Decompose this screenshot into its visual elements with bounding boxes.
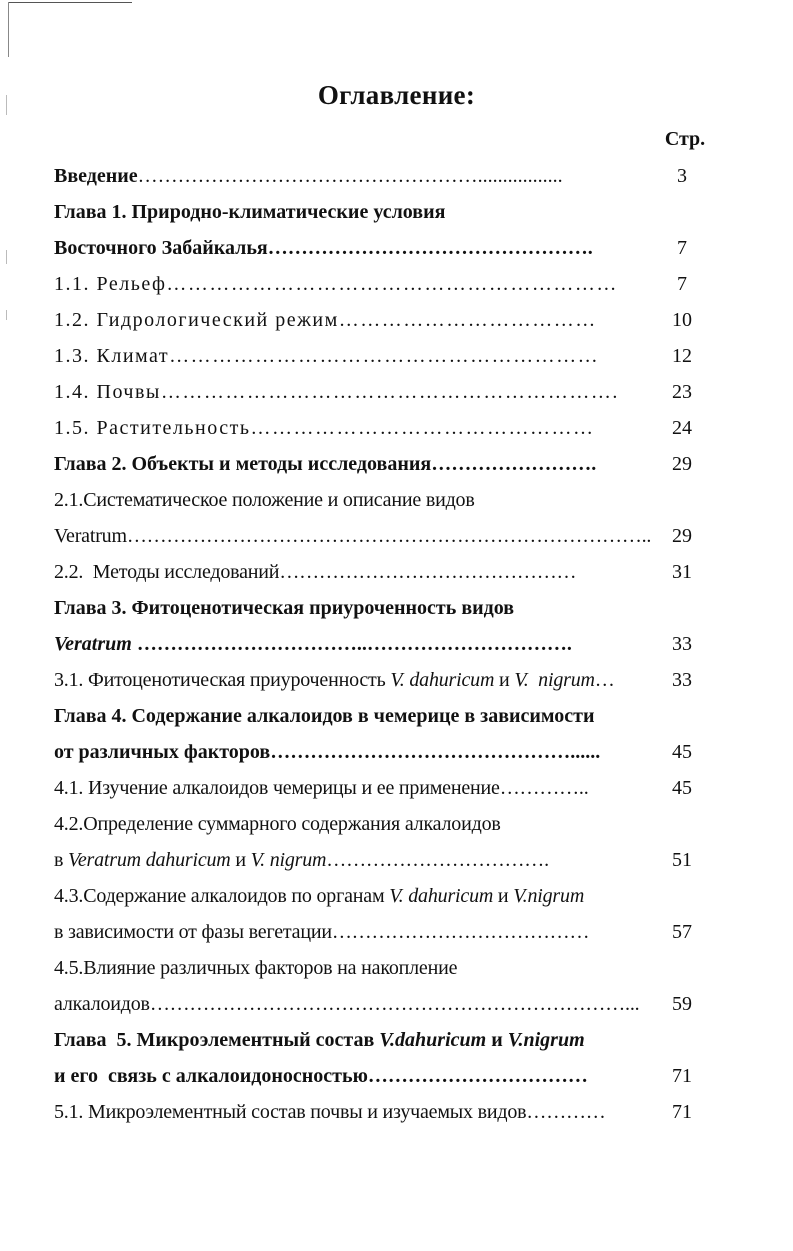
toc-leader-dots: …………………………………………………… — [169, 345, 600, 367]
scan-edge-top — [8, 2, 132, 3]
toc-species-name: Veratrum dahuricum — [68, 849, 231, 871]
toc-leader-dots: ………………………………………...... — [270, 741, 601, 763]
toc-entry-1-1[interactable] — [0, 266, 793, 302]
toc-page-number: 7 — [677, 273, 687, 295]
toc-page-number: 33 — [672, 633, 692, 655]
toc-page-number: 59 — [672, 993, 692, 1015]
toc-page-number: 31 — [672, 561, 692, 583]
toc-leader-dots: ……………………………………………………… — [166, 273, 618, 295]
table-of-contents — [0, 158, 793, 1130]
toc-leader-dots: ………………………………………………………. — [160, 381, 619, 403]
toc-leader-dots: ……………………………… — [338, 309, 597, 331]
toc-entry-label: Глава 2. Объекты и методы исследования — [54, 453, 432, 475]
toc-entry-label: 4.3.Содержание алкалоидов по органам — [54, 885, 390, 907]
toc-entry-chapter-3-cont[interactable] — [0, 626, 793, 662]
toc-entry-label: 1.2. Гидрологический режим — [54, 309, 339, 331]
toc-leader-dots: …………………………………………. — [267, 237, 593, 259]
toc-entry-1-3[interactable] — [0, 338, 793, 374]
toc-entry-2-1-cont[interactable] — [0, 518, 793, 554]
toc-entry-chapter-1[interactable] — [0, 194, 793, 230]
toc-page-number: 24 — [672, 417, 692, 439]
toc-entry-label: Восточного Забайкалья — [54, 237, 268, 259]
toc-page-number: 45 — [672, 741, 692, 763]
toc-leader-dots: ……………………………. — [326, 849, 549, 871]
toc-leader-dots: ………………………………………………………………... — [149, 993, 640, 1015]
toc-entry-label: алкалоидов — [54, 993, 150, 1015]
toc-page-number: 29 — [672, 525, 692, 547]
toc-entry-label: 1.5. Растительность — [54, 417, 251, 439]
toc-entry-label: Глава 3. Фитоценотическая приуроченность видов — [54, 597, 515, 619]
toc-entry-4-5[interactable] — [0, 950, 793, 986]
toc-entry-label: в — [54, 849, 69, 871]
toc-leader-dots: ………… — [526, 1101, 606, 1123]
toc-species-name: V. dahuricum — [390, 669, 495, 691]
toc-entry-chapter-3[interactable] — [0, 590, 793, 626]
toc-leader-dots: ……………………. — [431, 453, 597, 475]
toc-entry-label: от различных факторов — [54, 741, 271, 763]
toc-entry-label: 5.1. Микроэлементный состав почвы и изучаемых видов — [54, 1101, 527, 1123]
toc-page-number: 71 — [672, 1065, 692, 1087]
toc-entry-4-5-cont[interactable] — [0, 986, 793, 1022]
toc-page-number: 7 — [677, 237, 687, 259]
toc-entry-label: Veratrum — [54, 633, 132, 655]
toc-entry-label: 1.3. Климат — [54, 345, 170, 367]
toc-entry-label: и его связь с алкалоидоносностью — [54, 1065, 368, 1087]
toc-entry-introduction[interactable] — [0, 158, 793, 194]
toc-species-name: V. dahuricum — [389, 885, 494, 907]
toc-species-name: V. nigrum — [250, 849, 327, 871]
toc-leader-dots: …………………………… — [367, 1065, 588, 1087]
toc-page-number: 23 — [672, 381, 692, 403]
toc-species-name: V.nigrum — [507, 1029, 585, 1051]
toc-entry-label: 4.5.Влияние различных факторов на накопление — [54, 957, 458, 979]
toc-entry-1-4[interactable] — [0, 374, 793, 410]
toc-entry-label: 2.1.Систематическое положение и описание видов — [54, 489, 475, 511]
toc-entry-label: Глава 5. Микроэлементный состав — [54, 1029, 380, 1051]
toc-page-number: 57 — [672, 921, 692, 943]
toc-leader-dots: ……………………………..…………………………. — [131, 633, 572, 655]
toc-entry-4-2-cont[interactable] — [0, 842, 793, 878]
toc-entry-2-2[interactable] — [0, 554, 793, 590]
toc-entry-label: Глава 1. Природно-климатические условия — [54, 201, 446, 223]
toc-entry-3-1[interactable] — [0, 662, 793, 698]
toc-entry-label: 2.2. Методы исследований — [54, 561, 280, 583]
scan-edge-left — [8, 2, 9, 57]
toc-entry-chapter-5-cont[interactable] — [0, 1058, 793, 1094]
toc-entry-label: в зависимости от фазы вегетации — [54, 921, 332, 943]
toc-entry-1-5[interactable] — [0, 410, 793, 446]
toc-page-number: 71 — [672, 1101, 692, 1123]
toc-entry-chapter-5[interactable] — [0, 1022, 793, 1058]
toc-page-number: 51 — [672, 849, 692, 871]
toc-entry-4-2[interactable] — [0, 806, 793, 842]
toc-conjunction: и — [494, 669, 515, 691]
toc-entry-label: 3.1. Фитоценотическая приуроченность — [54, 669, 391, 691]
toc-entry-4-3-cont[interactable] — [0, 914, 793, 950]
toc-species-name: V. nigrum — [514, 669, 595, 691]
toc-leader-dots: ………………………………… — [331, 921, 590, 943]
toc-leader-dots: … — [594, 669, 615, 691]
toc-entry-label: Введение — [54, 165, 138, 187]
toc-entry-label: 1.1. Рельеф — [54, 273, 167, 295]
toc-leader-dots: ………….. — [499, 777, 589, 799]
toc-entry-label: Глава 4. Содержание алкалоидов в чемерице в зависимости — [54, 705, 595, 727]
toc-entry-chapter-1-cont[interactable] — [0, 230, 793, 266]
toc-entry-label: 4.1. Изучение алкалоидов чемерицы и ее применение — [54, 777, 500, 799]
toc-entry-1-2[interactable] — [0, 302, 793, 338]
page-column-header: Стр. — [664, 128, 706, 150]
toc-species-name: V.dahuricum — [379, 1029, 487, 1051]
toc-entry-4-3[interactable] — [0, 878, 793, 914]
toc-entry-chapter-2[interactable] — [0, 446, 793, 482]
toc-page-number: 3 — [677, 165, 687, 187]
toc-species-name: V.nigrum — [513, 885, 585, 907]
page-title: Оглавление: — [317, 80, 476, 110]
toc-entry-chapter-4[interactable] — [0, 698, 793, 734]
toc-page-number: 12 — [672, 345, 692, 367]
toc-page-number: 45 — [672, 777, 692, 799]
toc-leader-dots: ………………………………………… — [250, 417, 595, 439]
toc-conjunction: и — [486, 1029, 508, 1051]
toc-entry-5-1[interactable] — [0, 1094, 793, 1130]
toc-entry-label: 1.4. Почвы — [54, 381, 161, 403]
toc-entry-2-1[interactable] — [0, 482, 793, 518]
toc-page-number: 10 — [672, 309, 692, 331]
toc-leader-dots: ……………………………………… — [279, 561, 577, 583]
toc-page-number: 33 — [672, 669, 692, 691]
toc-page-number: 29 — [672, 453, 692, 475]
toc-conjunction: и — [493, 885, 514, 907]
toc-entry-label: Veratrum — [54, 525, 127, 547]
toc-conjunction: и — [230, 849, 251, 871]
toc-leader-dots: …………………………………………………………………….. — [126, 525, 652, 547]
toc-entry-4-1[interactable] — [0, 770, 793, 806]
toc-leader-dots: ……………………………………………................. — [137, 165, 563, 187]
toc-entry-chapter-4-cont[interactable] — [0, 734, 793, 770]
toc-entry-label: 4.2.Определение суммарного содержания алкалоидов — [54, 813, 501, 835]
